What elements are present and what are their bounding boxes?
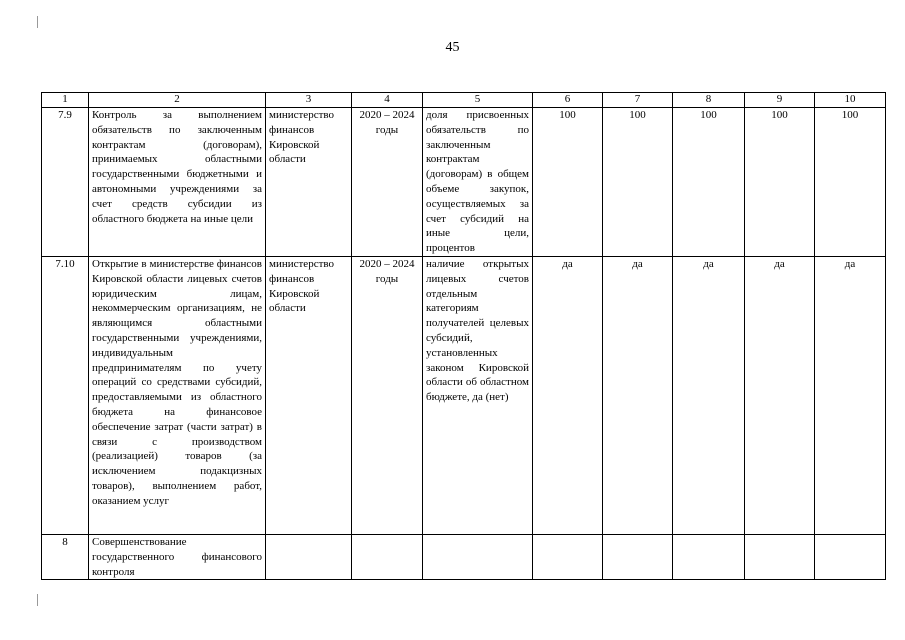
- row-indicator: наличие открытых лицевых счетов отдельным категориям получателей целевых субсидий, установленных законом Кировской области об областном бюджете, да (нет): [423, 256, 533, 534]
- col-header: 10: [815, 93, 886, 108]
- row-value-10: да: [815, 256, 886, 534]
- scan-mark-bottom: [37, 594, 38, 606]
- col-header: 5: [423, 93, 533, 108]
- row-indicator: [423, 534, 533, 579]
- row-number: 7.9: [42, 108, 89, 257]
- col-header: 6: [533, 93, 603, 108]
- row-value-8: да: [673, 256, 745, 534]
- col-header: 3: [266, 93, 352, 108]
- row-value-7: [603, 534, 673, 579]
- row-value-8: 100: [673, 108, 745, 257]
- col-header: 8: [673, 93, 745, 108]
- row-indicator: доля присвоенных обязательств по заключенным контрактам (договорам) в общем объеме закупок, осуществляемых за счет субсидий на иные цели, процентов: [423, 108, 533, 257]
- row-description: Открытие в министерстве финансов Кировской области лицевых счетов юридическим лицам, некоммерческим организациям, не являющимся областными государственными учреждениями, индивидуальным предпринимателям по учету операций со средствами субсидий, предоставляемыми из областного бюджета на финансовое обеспечение затрат (части затрат) в связи с производством (реализацией) товаров (за исключением подакцизных товаров), выполнением работ, оказанием услуг: [89, 256, 266, 534]
- col-header: 4: [352, 93, 423, 108]
- table-row: [42, 256, 886, 534]
- plan-table: [41, 92, 886, 580]
- row-period: 2020 – 2024 годы: [352, 108, 423, 257]
- row-executor: министерство финансов Кировской области: [266, 256, 352, 534]
- table-row: [42, 108, 886, 257]
- row-period: [352, 534, 423, 579]
- row-description: Совершенствование государственного финансового контроля: [89, 534, 266, 579]
- row-value-7: 100: [603, 108, 673, 257]
- row-value-9: 100: [745, 108, 815, 257]
- row-number: 8: [42, 534, 89, 579]
- col-header: 2: [89, 93, 266, 108]
- row-executor: министерство финансов Кировской области: [266, 108, 352, 257]
- row-value-9: [745, 534, 815, 579]
- col-header: 7: [603, 93, 673, 108]
- col-header: 9: [745, 93, 815, 108]
- col-header: 1: [42, 93, 89, 108]
- row-period: 2020 – 2024 годы: [352, 256, 423, 534]
- row-value-10: 100: [815, 108, 886, 257]
- row-value-8: [673, 534, 745, 579]
- row-number: 7.10: [42, 256, 89, 534]
- row-description: Контроль за выполнением обязательств по заключенным контрактам (договорам), принимаемых областными государственными бюджетными и автономными учреждениями за счет средств субсидии из областного бюджета на иные цели: [89, 108, 266, 257]
- row-value-9: да: [745, 256, 815, 534]
- page-number: 45: [445, 40, 460, 55]
- scan-mark-top: [37, 16, 38, 28]
- row-value-6: [533, 534, 603, 579]
- row-value-6: 100: [533, 108, 603, 257]
- row-value-6: да: [533, 256, 603, 534]
- header-row: [42, 93, 886, 108]
- row-value-10: [815, 534, 886, 579]
- table-row: [42, 534, 886, 579]
- row-value-7: да: [603, 256, 673, 534]
- row-executor: [266, 534, 352, 579]
